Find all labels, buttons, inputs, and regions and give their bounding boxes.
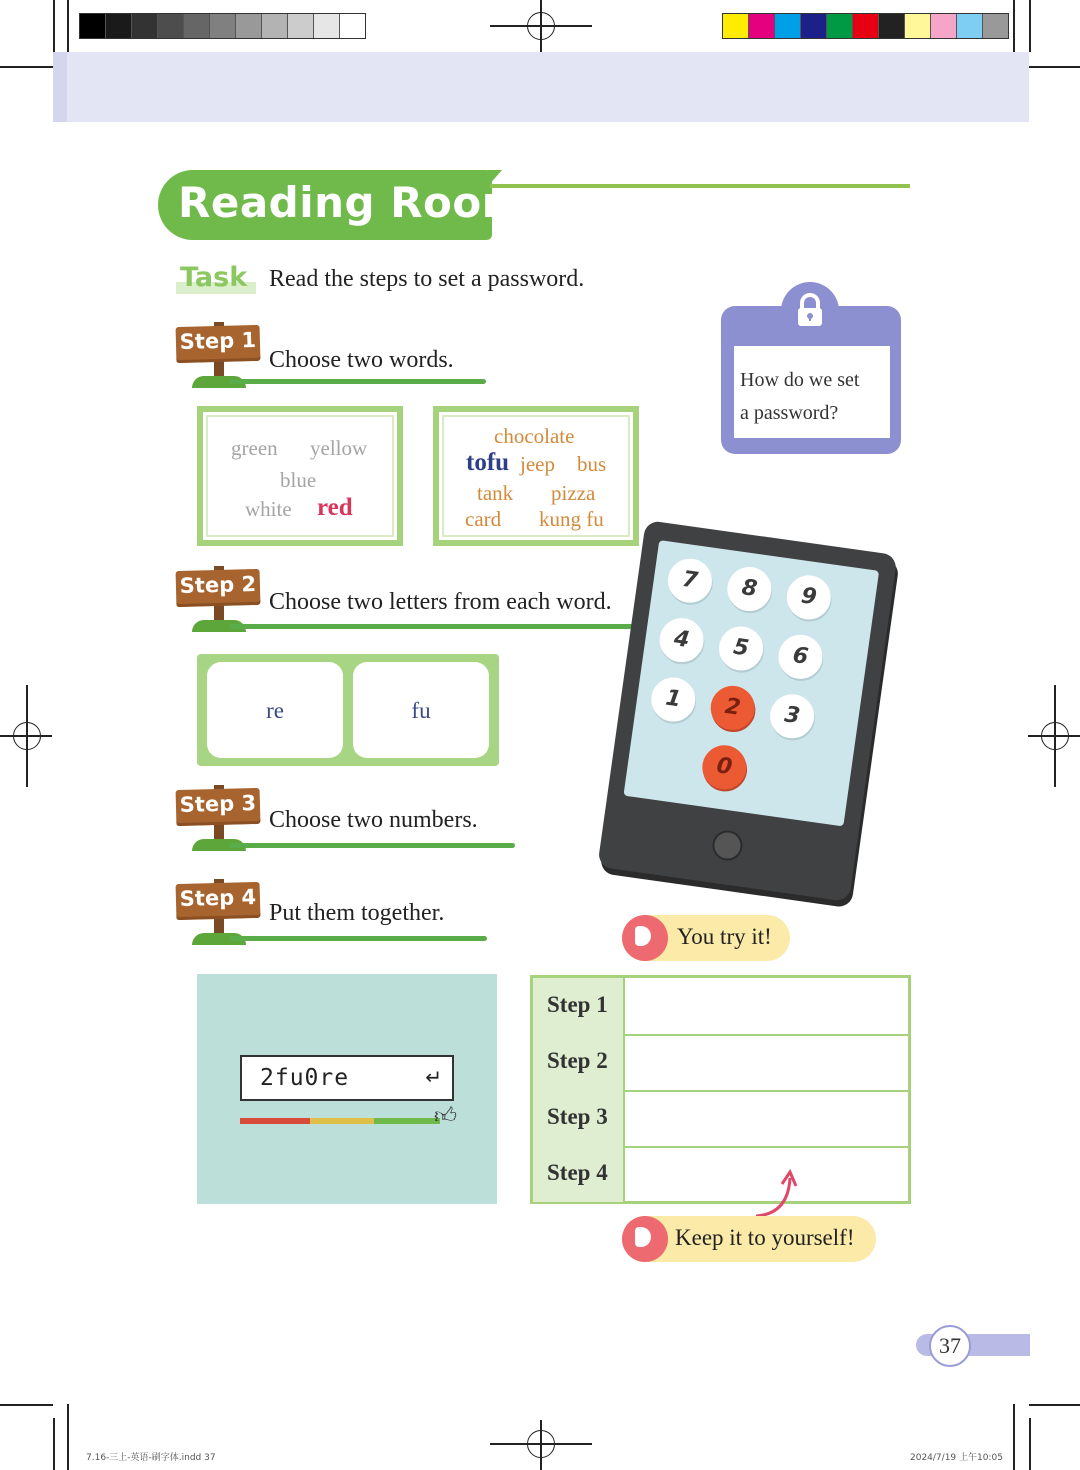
- step-3-label: Step 3: [179, 791, 257, 817]
- step-4-text: Put them together.: [269, 900, 445, 926]
- key-2-pressed: 2: [708, 683, 758, 733]
- step-2-sign: [176, 562, 262, 632]
- lock-badge: [781, 282, 839, 340]
- password-field: [240, 1055, 454, 1101]
- tablet-screen: [623, 540, 879, 826]
- key-4: 4: [657, 615, 707, 665]
- word-card: card: [465, 507, 502, 531]
- callout-keep-it-text: Keep it to yourself!: [675, 1225, 855, 1250]
- table-row: Step 4: [533, 1146, 908, 1202]
- step-1-label: Step 1: [179, 328, 257, 354]
- strength-meter-yellow: [310, 1118, 374, 1124]
- step-2-label: Step 2: [179, 572, 257, 598]
- step-4-label: Step 4: [179, 885, 257, 911]
- key-3: 3: [767, 691, 817, 741]
- your-steps-table: [530, 975, 911, 1204]
- title-rule: [490, 184, 910, 188]
- footer-file-info: 7.16-三上-英语-刷字体.indd 37: [86, 1453, 216, 1463]
- bubble-question: How do we set a password?: [740, 369, 860, 424]
- tablet-keypad-illustration: [597, 520, 897, 902]
- step-2-text: Choose two letters from each word.: [269, 589, 612, 615]
- key-1: 1: [648, 675, 698, 725]
- word-tank: tank: [477, 481, 514, 505]
- word-yellow: yellow: [310, 436, 368, 460]
- strength-meter-red: [240, 1118, 310, 1124]
- key-0-pressed: 0: [699, 742, 749, 792]
- word-blue: blue: [280, 468, 317, 492]
- key-9: 9: [784, 573, 834, 623]
- word-tofu-highlight: tofu: [466, 449, 510, 476]
- strength-meter-green: [374, 1118, 440, 1124]
- page-number: 37: [929, 1325, 971, 1367]
- word-chocolate: chocolate: [494, 424, 575, 448]
- step-4-sign: [176, 875, 262, 945]
- megaphone-icon: [622, 915, 668, 961]
- enter-icon: ↵: [425, 1065, 442, 1089]
- megaphone-icon: [622, 1216, 668, 1262]
- key-8: 8: [725, 564, 775, 614]
- word-red-highlight: red: [317, 494, 353, 521]
- password-value: 2fu0re: [260, 1065, 350, 1091]
- table-row: Step 1: [533, 978, 908, 1036]
- callout-you-try-it-text: You try it!: [677, 924, 772, 949]
- tablet-home-button: [711, 829, 745, 863]
- word-jeep: jeep: [520, 452, 555, 476]
- word-pizza: pizza: [551, 481, 596, 505]
- word-bus: bus: [577, 452, 607, 476]
- key-6: 6: [776, 632, 826, 682]
- header-band: [53, 52, 1029, 122]
- table-row: Step 3: [533, 1090, 908, 1148]
- table-row: Step 2: [533, 1034, 908, 1092]
- task-label: Task: [180, 262, 248, 293]
- word-green: green: [231, 436, 278, 460]
- letters-box: [197, 654, 499, 766]
- thumbs-up-icon: 👍︎: [434, 1104, 457, 1129]
- word-white: white: [245, 497, 292, 521]
- footer-timestamp: 2024/7/19 上午10:05: [910, 1453, 1003, 1463]
- cmyk-color-bar: [722, 13, 1009, 39]
- step-3-sign: [176, 781, 262, 851]
- letters-re: re: [266, 698, 284, 723]
- task-instruction: Read the steps to set a password.: [269, 266, 585, 292]
- page-title: Reading Room: [178, 178, 527, 227]
- step-1-text: Choose two words.: [269, 347, 454, 373]
- grayscale-color-bar: [79, 13, 366, 39]
- key-5: 5: [716, 624, 766, 674]
- curved-arrow-icon: [752, 1168, 798, 1222]
- header-band-edge: [53, 52, 67, 122]
- step-1-sign: [176, 318, 262, 388]
- letters-fu: fu: [411, 698, 431, 723]
- word-kung-fu: kung fu: [539, 507, 604, 531]
- key-7: 7: [665, 556, 715, 606]
- step-3-text: Choose two numbers.: [269, 807, 478, 833]
- lock-icon: [781, 282, 839, 340]
